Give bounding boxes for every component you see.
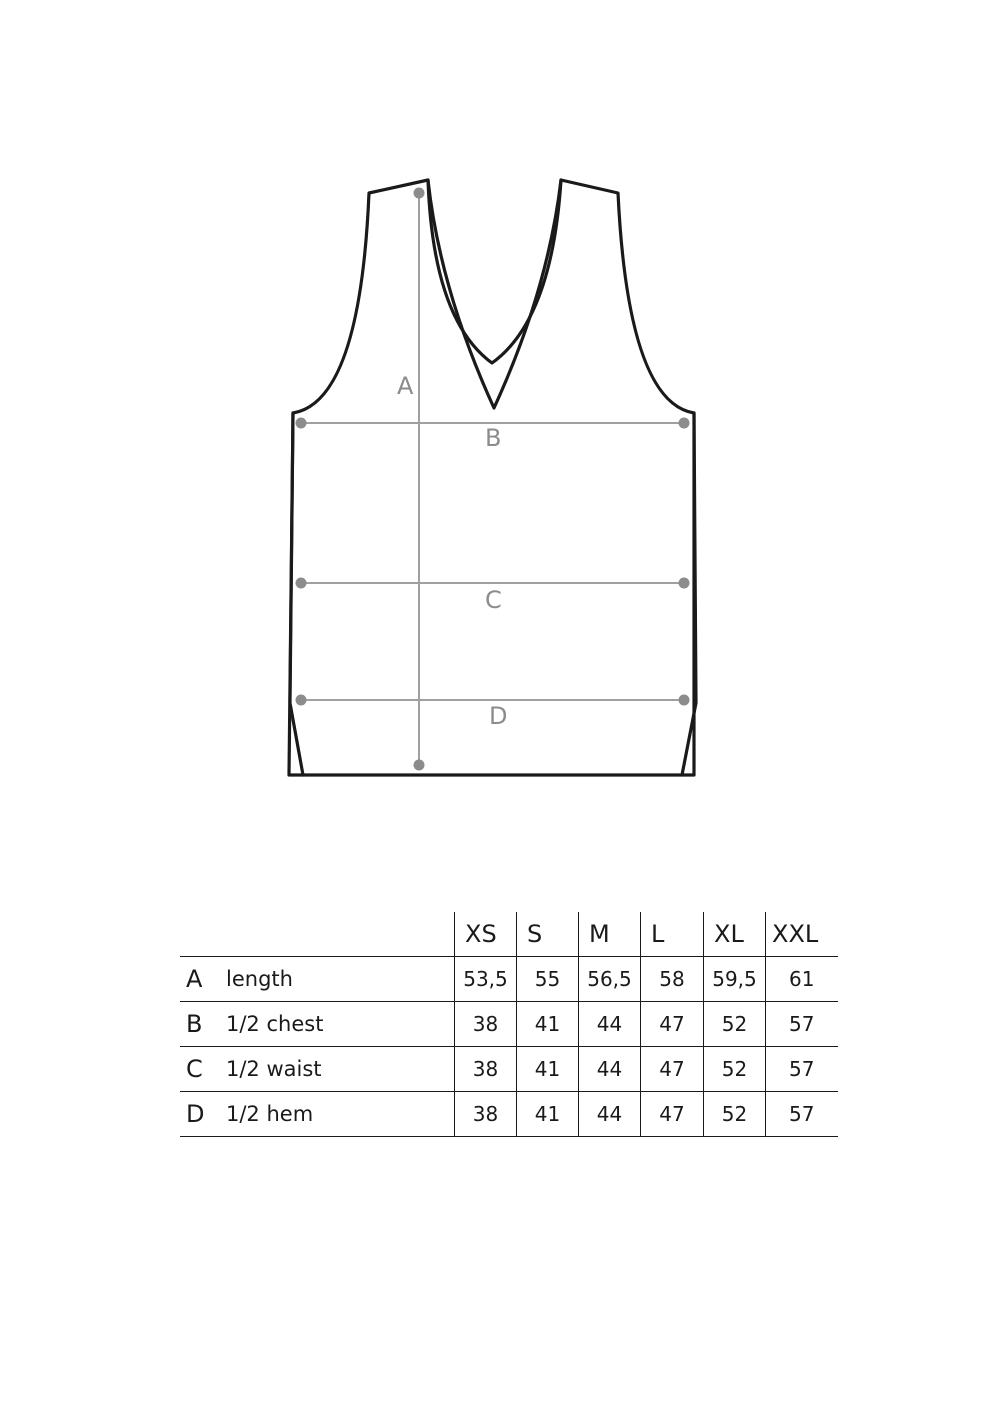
row-value: 56,5 [579, 957, 641, 1002]
measure-dot-b-right [679, 418, 690, 429]
row-value: 41 [517, 1002, 579, 1047]
row-value: 61 [766, 957, 838, 1002]
right-side-slit [682, 413, 696, 775]
row-value: 57 [766, 1092, 838, 1137]
row-letter: D [180, 1092, 226, 1137]
row-letter: B [180, 1002, 226, 1047]
row-value: 52 [704, 1047, 766, 1092]
measure-dot-a-bottom [414, 760, 425, 771]
row-value: 41 [517, 1047, 579, 1092]
row-value: 44 [579, 1002, 641, 1047]
row-value: 41 [517, 1092, 579, 1137]
measure-label-d: D [489, 702, 508, 730]
row-value: 53,5 [455, 957, 517, 1002]
measure-label-a: A [397, 372, 414, 400]
row-value: 52 [704, 1092, 766, 1137]
row-value: 52 [704, 1002, 766, 1047]
row-value: 44 [579, 1047, 641, 1092]
row-measurement-name: 1/2 chest [226, 1002, 455, 1047]
row-value: 44 [579, 1092, 641, 1137]
measure-dot-b-left [296, 418, 307, 429]
size-header-s: S [517, 912, 579, 957]
size-header-l: L [641, 912, 704, 957]
header-blank-cell [180, 912, 455, 957]
row-value: 38 [455, 1092, 517, 1137]
row-value: 58 [641, 957, 704, 1002]
size-header-xs: XS [455, 912, 517, 957]
row-measurement-name: length [226, 957, 455, 1002]
table-row [180, 1047, 838, 1092]
left-side-slit [290, 413, 303, 775]
table-row [180, 1002, 838, 1047]
row-value: 57 [766, 1002, 838, 1047]
table-row [180, 1092, 838, 1137]
row-value: 59,5 [704, 957, 766, 1002]
row-letter: C [180, 1047, 226, 1092]
measure-dot-c-left [296, 578, 307, 589]
measure-label-c: C [485, 586, 502, 614]
row-measurement-name: 1/2 waist [226, 1047, 455, 1092]
size-header-m: M [579, 912, 641, 957]
row-value: 47 [641, 1002, 704, 1047]
row-value: 47 [641, 1092, 704, 1137]
measure-dot-d-left [296, 695, 307, 706]
measure-dot-d-right [679, 695, 690, 706]
row-value: 38 [455, 1002, 517, 1047]
row-value: 47 [641, 1047, 704, 1092]
row-letter: A [180, 957, 226, 1002]
size-header-xxl: XXL [766, 912, 838, 957]
row-value: 38 [455, 1047, 517, 1092]
size-header-row [180, 912, 838, 957]
vest-outline [289, 180, 694, 775]
size-table [180, 912, 838, 1137]
table-row [180, 957, 838, 1002]
row-value: 55 [517, 957, 579, 1002]
size-header-xl: XL [704, 912, 766, 957]
measure-dot-a-top [414, 188, 425, 199]
measure-dot-c-right [679, 578, 690, 589]
measure-label-b: B [485, 424, 502, 452]
row-value: 57 [766, 1047, 838, 1092]
row-measurement-name: 1/2 hem [226, 1092, 455, 1137]
